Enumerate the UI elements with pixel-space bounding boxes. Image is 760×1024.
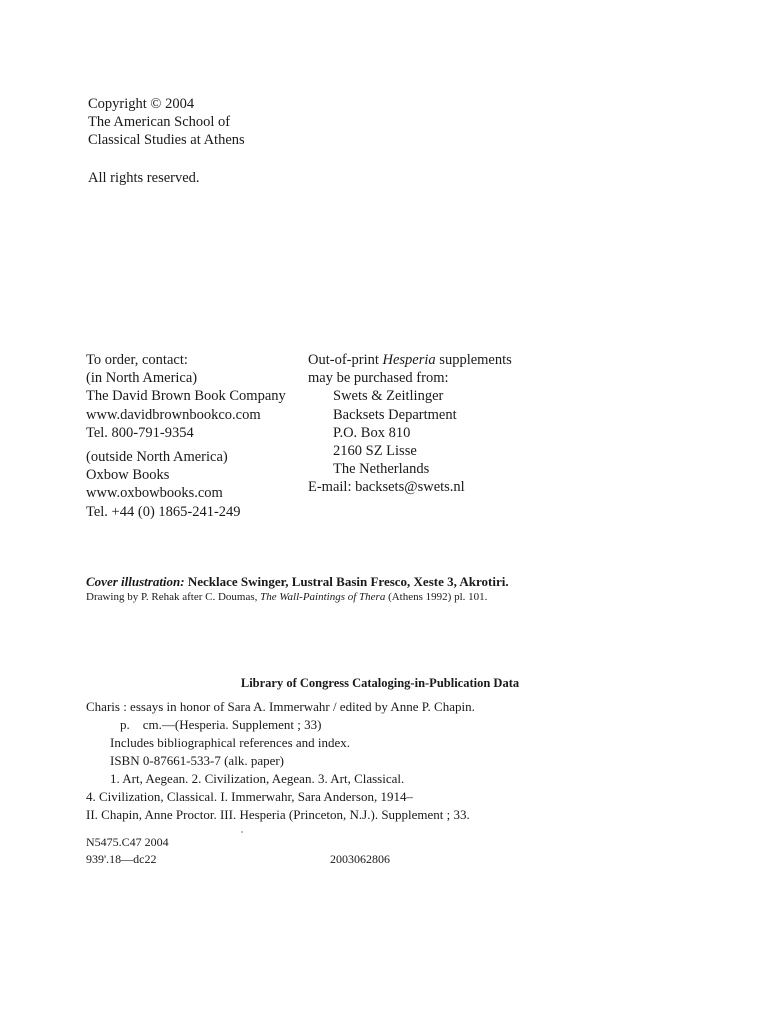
order-heading: To order, contact:	[86, 352, 188, 368]
outside-north-america-company: Oxbow Books	[86, 467, 170, 484]
cip-line: 4. Civilization, Classical. I. Immerwahr, Sara Anderson, 1914–	[86, 789, 413, 804]
out-of-print-line-2: may be purchased from:	[308, 370, 449, 387]
publisher-line-2: Classical Studies at Athens	[88, 132, 245, 148]
out-of-print-info	[308, 351, 512, 497]
email-line: E-mail: backsets@swets.nl	[308, 479, 465, 496]
call-numbers	[86, 834, 169, 868]
cip-line: II. Chapin, Anne Proctor. III. Hesperia (Princeton, N.J.). Supplement ; 33.	[86, 807, 470, 822]
north-america-label: (in North America)	[86, 370, 198, 387]
lccn: 2003062806	[330, 852, 390, 866]
copyright-line: Copyright © 2004	[88, 96, 195, 112]
hesperia-italic: Hesperia	[382, 352, 436, 368]
cip-data	[86, 698, 475, 824]
north-america-phone: Tel. 800-791-9354	[86, 424, 194, 441]
out-of-print-line-1: Out-of-print Hesperia supplements	[308, 352, 512, 368]
address-line: Swets & Zeitlinger	[333, 388, 444, 405]
copyright-notice	[88, 95, 245, 149]
cip-line: Charis : essays in honor of Sara A. Immerwahr / edited by Anne P. Chapin.	[86, 699, 475, 714]
cip-heading: Library of Congress Cataloging-in-Publication Data	[240, 676, 520, 690]
cip-line: p. cm.—(Hesperia. Supplement ; 33)	[120, 717, 322, 732]
dewey-number: 939'.18—dc22	[86, 852, 157, 866]
north-america-company: The David Brown Book Company	[86, 388, 286, 405]
cover-label: Cover illustration:	[86, 574, 185, 589]
address-line: 2160 SZ Lisse	[333, 443, 417, 460]
north-america-website: www.davidbrownbookco.com	[86, 406, 261, 423]
outside-north-america-phone: Tel. +44 (0) 1865-241-249	[86, 503, 241, 520]
outside-north-america-label: (outside North America)	[86, 449, 228, 466]
rights-statement	[88, 169, 200, 187]
cover-drawing-credit: Drawing by P. Rehak after C. Doumas, The Wall-Paintings of Thera (Athens 1992) pl. 101.	[86, 591, 488, 603]
cip-line: ISBN 0-87661-533-7 (alk. paper)	[110, 753, 285, 768]
scan-speck	[241, 831, 243, 833]
cover-illustration-credit	[86, 573, 509, 605]
outside-north-america-website: www.oxbowbooks.com	[86, 485, 223, 502]
rights-text: All rights reserved.	[88, 170, 200, 186]
lc-call-number: N5475.C47 2004	[86, 835, 169, 849]
source-title: The Wall-Paintings of Thera	[260, 591, 386, 603]
address-line: The Netherlands	[333, 461, 430, 478]
cip-line: Includes bibliographical references and index.	[110, 735, 351, 750]
address-line: P.O. Box 810	[333, 424, 411, 441]
cip-line: 1. Art, Aegean. 2. Civilization, Aegean. 3. Art, Classical.	[110, 771, 405, 786]
publisher-line-1: The American School of	[88, 114, 231, 130]
address-line: Backsets Department	[333, 406, 457, 423]
cover-illustration-title: Cover illustration: Necklace Swinger, Lustral Basin Fresco, Xeste 3, Akrotiri.	[86, 574, 509, 589]
ordering-info	[86, 351, 286, 521]
